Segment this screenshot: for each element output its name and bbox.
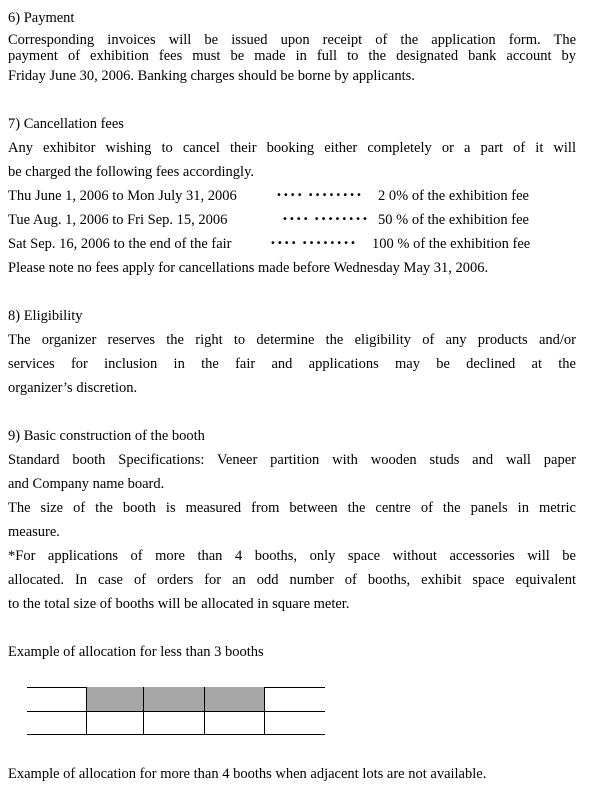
- fee-period: Tue Aug. 1, 2006 to Fri Sep. 15, 2006: [8, 212, 228, 228]
- booth-allocation-grid: [27, 687, 325, 735]
- fee-row: [8, 232, 576, 256]
- fee-amount: 50 % of the exhibition fee: [378, 212, 529, 228]
- booth-cell: [143, 687, 205, 711]
- fee-amount: 2 0% of the exhibition fee: [378, 188, 529, 204]
- booth-cell: [86, 687, 144, 711]
- dot-leader: •••• ••••••••: [282, 214, 369, 225]
- allocation-example-less-caption: Example of allocation for less than 3 booths: [8, 644, 264, 660]
- payment-text-line: Corresponding invoices will be issued upon receipt of the application form. The: [8, 32, 576, 48]
- dot-leader: •••• ••••••••: [270, 238, 357, 249]
- construction-text-line: allocated. In case of orders for an odd number of booths, exhibit space equivalent: [8, 572, 576, 588]
- construction-text-line: and Company name board.: [8, 476, 165, 492]
- construction-text-line: The size of the booth is measured from between the centre of the panels in metric: [8, 500, 576, 516]
- fee-row: [8, 184, 576, 208]
- construction-text-line: Standard booth Specifications: Veneer partition with wooden studs and wall paper: [8, 452, 576, 468]
- allocation-example-more-caption: Example of allocation for more than 4 booths when adjacent lots are not available.: [8, 766, 487, 782]
- section-heading-cancellation: 7) Cancellation fees: [8, 116, 124, 132]
- payment-text-line: Friday June 30, 2006. Banking charges should be borne by applicants.: [8, 68, 415, 84]
- fee-period: Thu June 1, 2006 to Mon July 31, 2006: [8, 188, 237, 204]
- section-heading-payment: 6) Payment: [8, 10, 75, 26]
- eligibility-text-line: services for inclusion in the fair and applications may be declined at the: [8, 356, 576, 372]
- booth-cell: [204, 711, 265, 735]
- payment-text-line: payment of exhibition fees must be made in full to the designated bank account by: [8, 48, 576, 64]
- fee-row: [8, 208, 576, 232]
- eligibility-text-line: The organizer reserves the right to determine the eligibility of any products and/or: [8, 332, 576, 348]
- section-heading-eligibility: 8) Eligibility: [8, 308, 83, 324]
- dot-leader: •••• ••••••••: [276, 190, 363, 201]
- eligibility-text-line: organizer’s discretion.: [8, 380, 138, 396]
- construction-text-line: measure.: [8, 524, 60, 540]
- section-heading-construction: 9) Basic construction of the booth: [8, 428, 205, 444]
- booth-cell: [204, 687, 265, 711]
- cancellation-text-line: Any exhibitor wishing to cancel their booking either completely or a part of it will: [8, 140, 576, 156]
- fee-amount: 100 % of the exhibition fee: [372, 236, 531, 252]
- construction-text-line: to the total size of booths will be allocated in square meter.: [8, 596, 350, 612]
- document-page: [8, 6, 576, 664]
- construction-text-line: *For applications of more than 4 booths, only space without accessories will be: [8, 548, 576, 564]
- cancellation-text-line: be charged the following fees accordingly.: [8, 164, 255, 180]
- cancellation-note: Please note no fees apply for cancellations made before Wednesday May 31, 2006.: [8, 260, 489, 276]
- fee-period: Sat Sep. 16, 2006 to the end of the fair: [8, 236, 232, 252]
- booth-cell: [86, 711, 144, 735]
- booth-cell: [143, 711, 205, 735]
